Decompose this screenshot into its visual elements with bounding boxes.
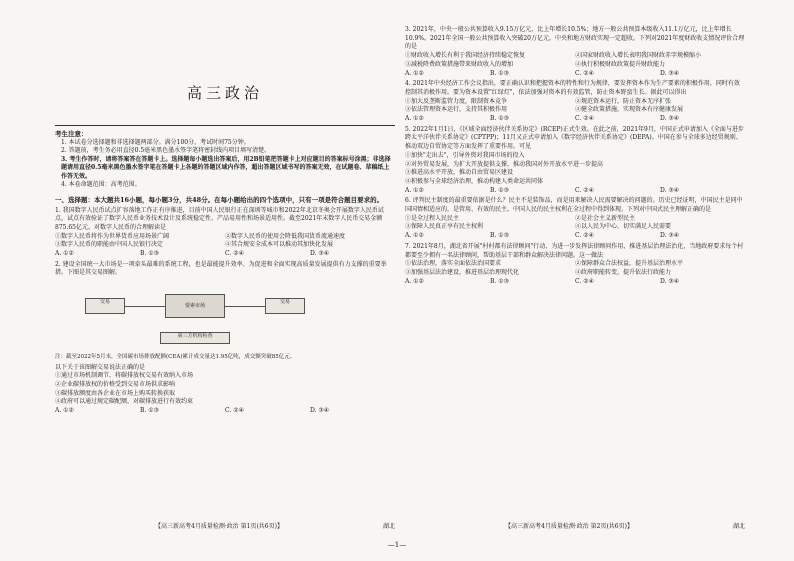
question-options [405, 98, 745, 115]
choice: B. ①③ [490, 232, 509, 240]
choice: A. ①② [55, 250, 74, 258]
page-footer [55, 521, 395, 530]
diagram-bottom-box: 第三方机构检查 [160, 332, 230, 344]
question-options [405, 260, 745, 277]
option: ③碳排放额度由各企业在市场上购买转换获取 [55, 389, 176, 397]
notice-heading: 考生注意： [55, 130, 88, 138]
option: ④执行积极财政政策提升财政能力 [575, 60, 666, 68]
choice: D. ③④ [310, 407, 330, 415]
question-stem: 7. 2021年8月，湖北省开展"村村都有法律顾问"行动，为进一步发挥法律顾问作用，推进基层治理法治化，当地政府要求每个村都要至少拥有一名法律顾问，帮助基层干部和群众解决法律问题。这一做法 [405, 242, 744, 259]
choice: D. ③④ [660, 69, 680, 77]
diagram-right-box: 交易 [265, 298, 305, 314]
choice: B. ①③ [140, 250, 159, 258]
option: ④其合规安全成本可以推动其加快化发展 [225, 241, 334, 249]
choice: C. ②④ [225, 250, 244, 258]
option: ①是全过程人民民主 [405, 214, 460, 222]
choice: C. ②④ [575, 115, 594, 123]
question-options [405, 152, 745, 187]
option: ④健全政策措施，实现资本有序健康发展 [575, 106, 684, 114]
choice: B. ①③ [490, 69, 509, 77]
footer-text: 【高三新高考4月质量检测·政治 第2页(共6页)】 [505, 523, 633, 530]
option: ④积极参与全球经济治理，推动构建人类命运共同体 [405, 177, 544, 185]
choice: A. ①② [405, 115, 424, 123]
option: ①数字人民币将作为世界货币应用场景广阔 [55, 232, 170, 240]
choice: A. ①② [405, 232, 424, 240]
question-stem: 6. 评判民主制度的最重要依据是什么？民主不是装饰品，而是用来解决人民需要解决的问题的。历史已经证明，中国民主是同中国国情相适应的，是管用、有效的民主。中国人民的民主权利在全过程中得到体现。下列对中国式民主理解正确的是 [405, 197, 743, 214]
choice: D. ③④ [660, 277, 680, 285]
question-options [55, 233, 395, 250]
question-note: 注：截至2022年5月末，全国碳市场排放配额(CEA)累计成交量达1.95亿吨，成交额突破85亿元。 [55, 354, 296, 361]
diagram-left-box: 交易 [85, 298, 125, 314]
option: ①财政收入增长有利于我国经济持续稳定恢复 [405, 52, 526, 60]
option: ③保障人民真正享有民主权利 [405, 223, 484, 231]
question-stem: 1. 我国数字人民币试点扩容落地工作正有序推进，目前中国人民银行正在深圳等城市和2022年北京冬奥会开展数字人民币试点，试点有效验证了数字人民币业务技术设计及系统稳定性、产品易用性和场景适用性。截至2021年末数字人民币交易金额875.65亿元。对数字人民币的合理解读是 [55, 206, 384, 231]
choice: D. ③④ [660, 186, 680, 194]
option: ①依法治理，落实全面依法治国要求 [405, 260, 502, 268]
question-choices [405, 278, 745, 287]
option: ③推进高水平开放，推动自由贸易区建设 [405, 169, 514, 177]
notice-item: 2. 答题前，考生务必用直径0.5毫米黑色墨水签字笔将密封线内项目填写清楚。 [61, 147, 271, 154]
question-choices [405, 115, 745, 124]
question-stem: 5. 2022年1月1日，《区域全面经济伙伴关系协定》(RCEP)正式生效。在此之前，2021年9月，中国正式申请加入《全面与进步跨太平洋伙伴关系协定》(CPTPP)；11月又正式申请加入《数字经济伙伴关系协定》(DEPA)。中国在参与全球多边经贸规则、推动双边自贸协定等方面发挥了重要作用。可见 [405, 125, 744, 151]
option: ②是社会主义新型民主 [575, 214, 636, 222]
question-stem: 3. 2021年，中央一般公共预算收入9.15万亿元，比上年增长10.5%；地方一般公共预算本级收入11.1万亿元，比上年增长10.9%。2021年全国一般公共预算收入突破20万亿元。中央和地方财政实现一定超收。下列对2021年度财政收支情况评价合理的是 [405, 26, 745, 51]
option: ③加强基层法治建设，推进基层治理现代化 [405, 268, 520, 276]
notice-item: 3. 考生作答时，请将答案答在答题卡上。选择题每小题选出答案后，用2B铅笔把答题卡上对应题目的答案标号涂黑；非选择题请用直径0.5毫米黑色墨水签字笔在答题卡上各题的答题区域内作答，超出答题区域书写的答案无效，在试题卷、草稿纸上作答无效。 [61, 155, 391, 180]
choice: C. ②④ [575, 186, 594, 194]
section-heading: 一、选择题：本大题共16小题，每小题3分，共48分。在每小题给出的四个选项中，只有一项是符合题目要求的。 [55, 195, 384, 204]
page-footer [405, 521, 745, 530]
question-2 [55, 261, 395, 416]
question-stem: 2. 建设全国统一大市场是一项牵头最难的系统工程，也是最能提升效率、为促进和全面实现高质量发展提供有力支撑的重要举措。下图是其交易图解。 [55, 260, 387, 277]
choice: D. ③④ [310, 250, 330, 258]
option: ②国家财政收入增长表明我国财政赤字规模缩小 [575, 52, 702, 60]
option: ④以人民为中心，切实满足人民需要 [575, 223, 672, 231]
option: ③减税降费政策措施带来财政收入的增加 [405, 60, 514, 68]
sheet-page-number: —1— [387, 541, 407, 549]
question-lead: 以下关于该图解交易说法正确的是 [55, 363, 146, 371]
choice: B. ①③ [490, 277, 509, 285]
left-page [55, 24, 395, 530]
question-5 [405, 126, 745, 196]
option: ②数字人民币的使用会降低我国货币流通速度 [225, 232, 346, 240]
question-choices [405, 187, 745, 196]
option: ①加快"走出去"，引导外资对我国市场的投入 [405, 151, 525, 159]
choice: C. ②④ [225, 407, 244, 415]
right-page [405, 24, 745, 530]
question-options [55, 372, 395, 407]
question-4 [405, 80, 745, 124]
question-choices [55, 407, 395, 416]
option: ③数字人民币的职能由中国人民银行决定 [55, 241, 164, 249]
exam-title: 高三政治 [186, 84, 263, 102]
choice: C. ②④ [575, 232, 594, 240]
choice: A. ①② [405, 277, 424, 285]
option: ③依法管理资本运行，支持其积极作用 [405, 106, 508, 114]
question-choices [55, 250, 395, 259]
notice-item: 4. 本卷命题范围：高考范围。 [61, 181, 141, 188]
notice-item: 1. 本试卷分选择题和非选择题两部分。满分100分，考试时间75分钟。 [61, 138, 250, 146]
question-3 [405, 26, 745, 78]
notice-box [55, 125, 395, 190]
question-stem: 4. 2021年中央经济工作会议指出，要正确认识和把握资本的特性和行为规律，要发挥资本作为生产要素的积极作用，同时有效控制其消极作用。要为资本设置"红绿灯"，依法加强对资本的有效监管，防止资本野蛮生长。据此可以得出 [405, 80, 740, 96]
diagram-center-box: 要素市场 [165, 294, 225, 318]
choice: C. ②④ [575, 277, 594, 285]
choice: B. ①③ [490, 186, 509, 194]
choice: D. ③④ [660, 232, 680, 240]
choice: D. ③④ [660, 115, 680, 123]
option: ②保障群众合法权益，提升基层治理水平 [575, 260, 684, 268]
choice: B. ①③ [140, 407, 159, 415]
question-7 [405, 243, 745, 287]
question-choices [405, 232, 745, 241]
question-6 [405, 197, 745, 241]
diagram-arrow [225, 306, 265, 307]
option: ②企业碳排放权的价格受到交易市场供求影响 [55, 381, 176, 389]
choice: A. ①② [405, 186, 424, 194]
footer-tag: 湖北 [732, 523, 745, 530]
diagram-arrow [125, 306, 165, 307]
option: ①通过市场机制调节，将碳排放权交易有效纳入市场 [55, 372, 194, 380]
choice: B. ①③ [490, 115, 509, 123]
choice: A. ①② [55, 407, 74, 415]
choice: A. ①② [405, 69, 424, 77]
question-choices [405, 70, 745, 79]
footer-text: 【高三新高考4月质量检测·政治 第1页(共6页)】 [155, 523, 283, 530]
option: ②对外贸易发展，为扩大开放提供支撑，推动我国对外开放水平进一步提高 [405, 160, 604, 168]
market-diagram [85, 280, 305, 352]
choice: C. ②④ [575, 69, 594, 77]
option: ④政府可以通过规定碳配额，对碳排放进行有效约束 [55, 398, 194, 406]
question-options [405, 215, 745, 232]
option: ④政府职能转变，提升依法行政能力 [575, 268, 672, 276]
question-1 [55, 207, 395, 259]
option: ②规范资本运行，防止资本无序扩张 [575, 97, 672, 105]
footer-tag: 湖北 [382, 523, 395, 530]
question-options [405, 52, 745, 69]
option: ①加大反垄断监管力度，限制资本竞争 [405, 97, 508, 105]
